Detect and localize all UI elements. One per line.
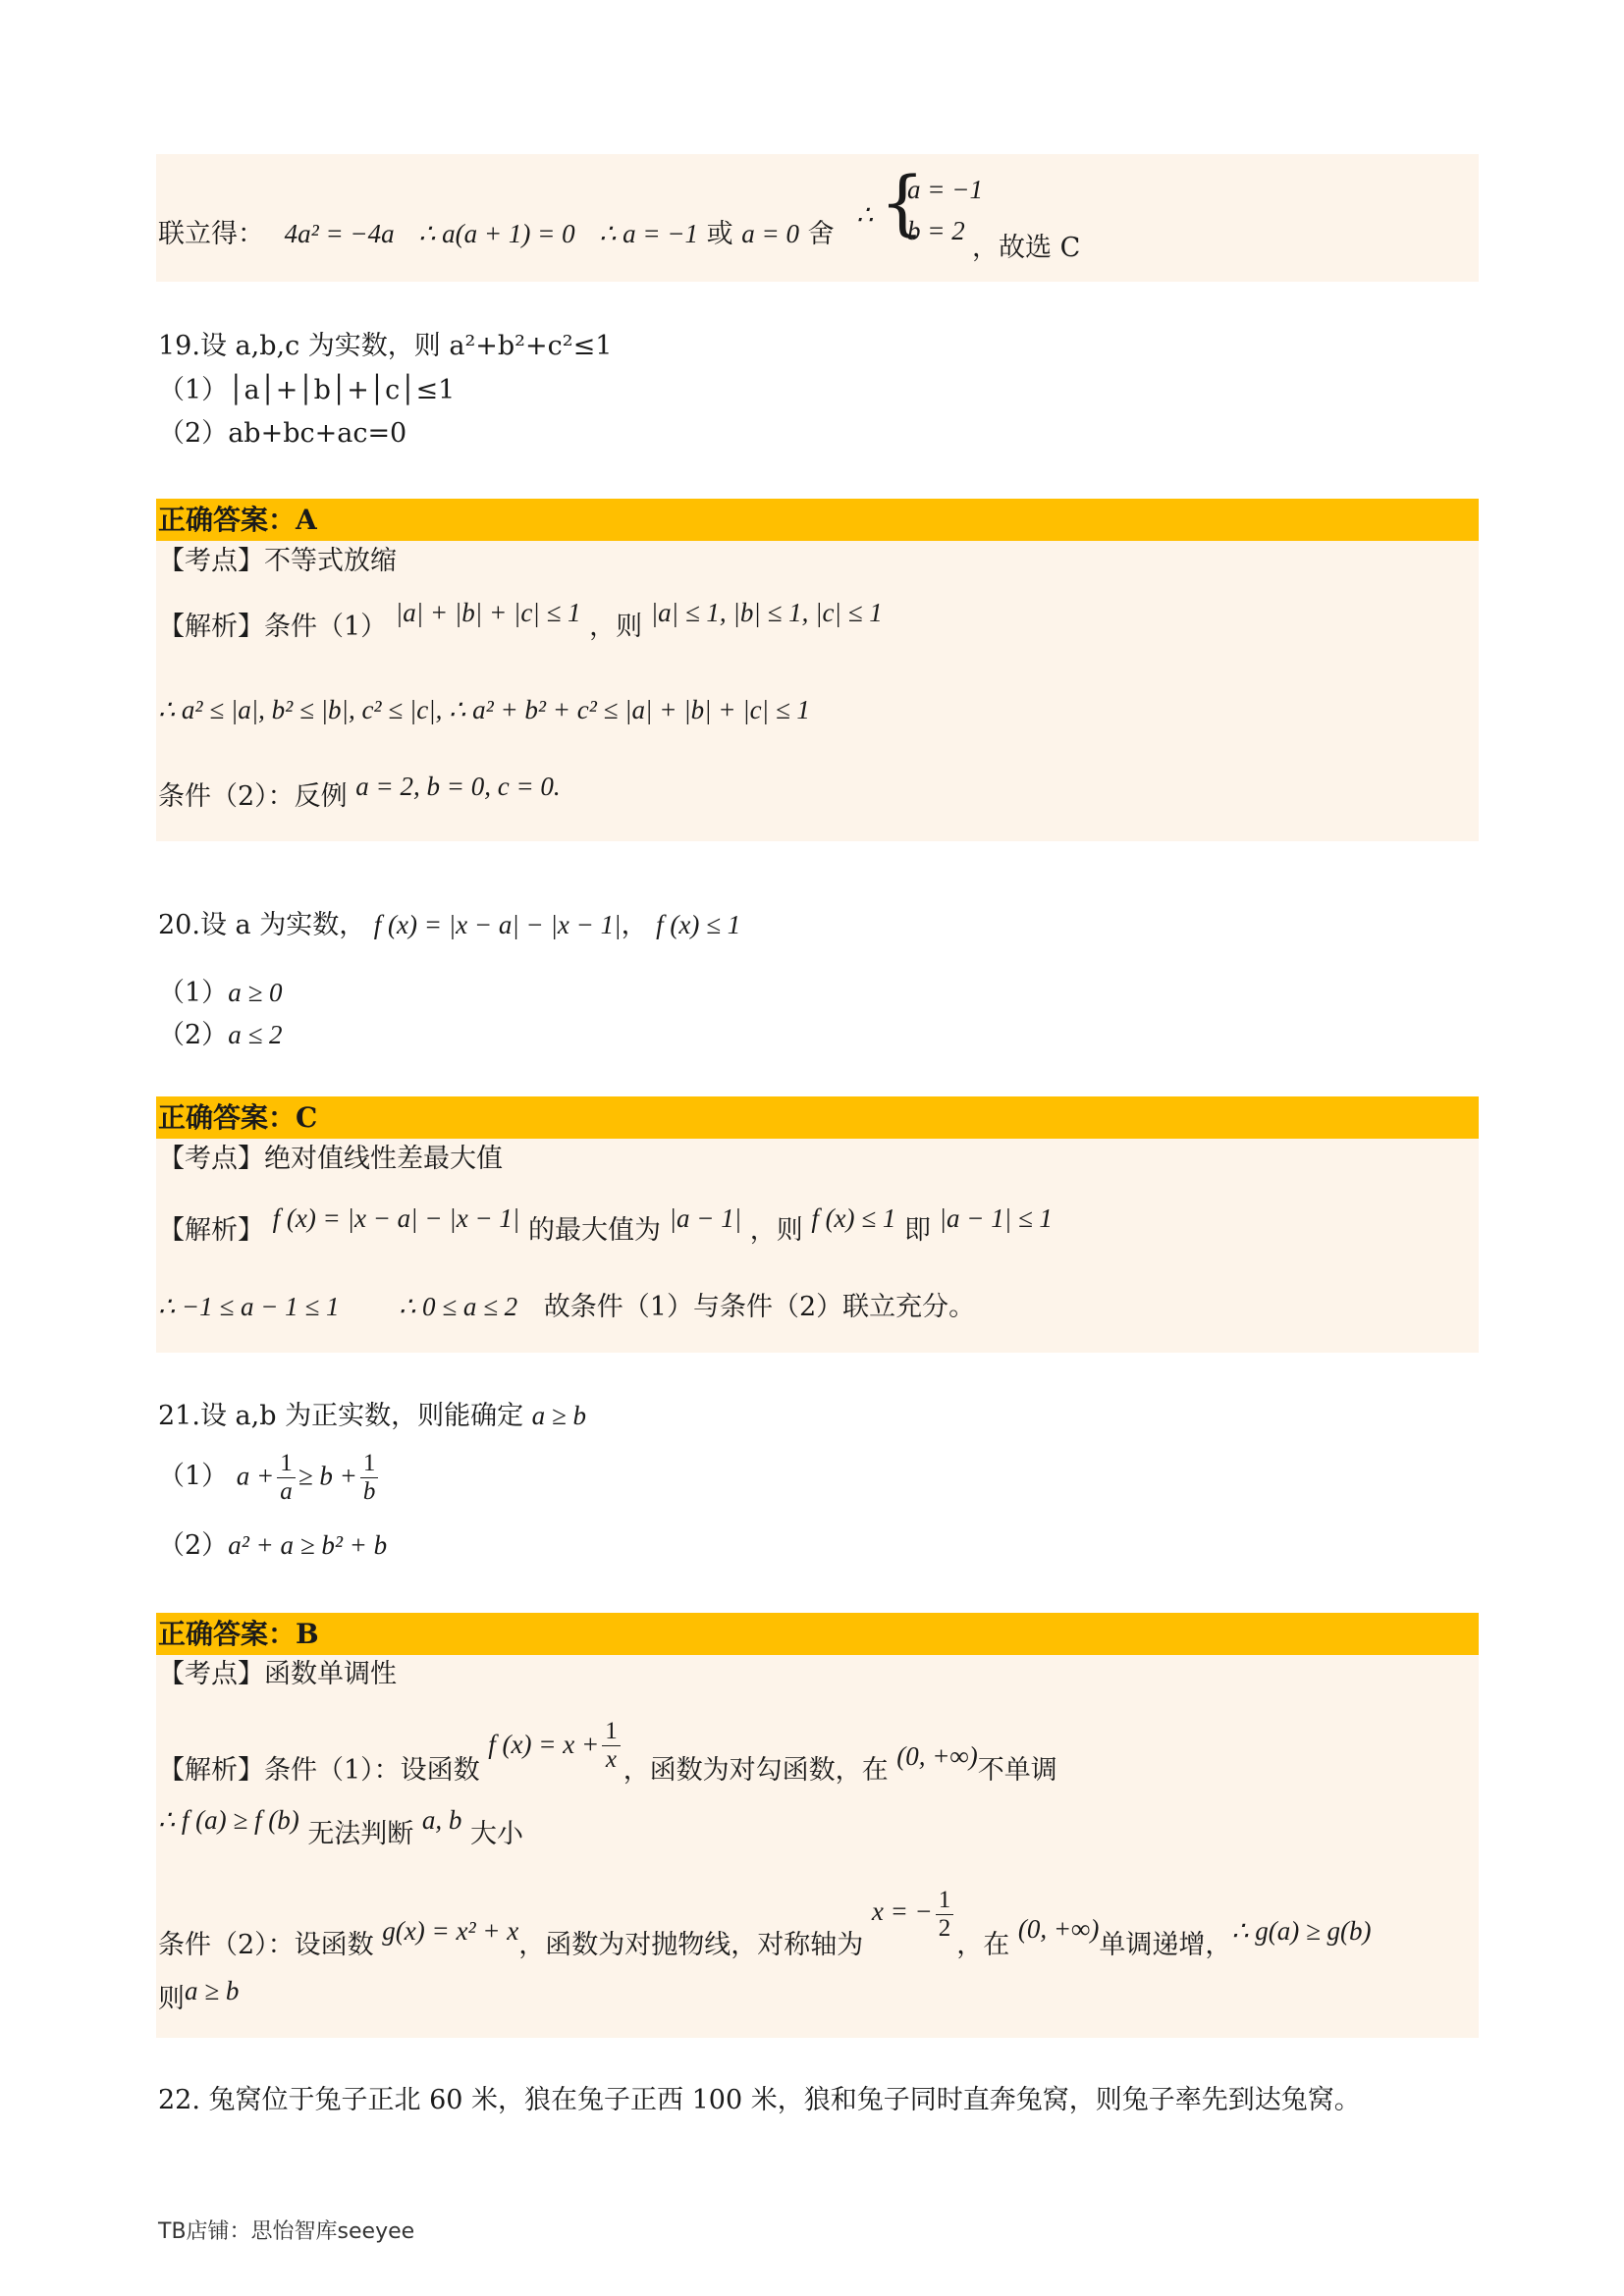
q20-stem-sep: ， bbox=[621, 910, 648, 940]
q20-cond1-text: a ≥ 0 bbox=[228, 978, 283, 1007]
q21-jiexi-line3 bbox=[158, 1873, 1372, 1960]
q19-jiexi-math1: |a| + |b| + |c| ≤ 1 bbox=[395, 598, 581, 627]
q21-jiexi-frac-num: 1 bbox=[602, 1718, 621, 1746]
q21-line2-math2: a, b bbox=[421, 1805, 462, 1835]
q21-line3-frac-num: 1 bbox=[936, 1887, 954, 1915]
q21-line2-math: ∴ f (a) ≥ f (b) bbox=[158, 1805, 299, 1835]
q21-cond1-mid: ≥ b + bbox=[298, 1461, 357, 1491]
q20-cond1-label: （1） bbox=[158, 978, 229, 1008]
q19-answer-bar: 正确答案：A bbox=[156, 499, 1479, 541]
system-line2: b = 2 bbox=[907, 216, 965, 245]
q21-jiexi-mid: ，函数为对勾函数，在 bbox=[623, 1754, 889, 1786]
q21-jiexi-fx: f (x) = x + bbox=[488, 1729, 600, 1759]
q21-line3-interval: (0, +∞) bbox=[1017, 1913, 1100, 1944]
q21-line3-mid: ，函数为对抛物线，对称轴为 bbox=[518, 1929, 864, 1960]
q19-line3-prefix: 条件（2）：反例 bbox=[158, 781, 348, 812]
q21-line3-prefix: 条件（2）：设函数 bbox=[158, 1929, 374, 1960]
q21-line3-axis: x = − bbox=[871, 1896, 933, 1926]
q21-line2-text: 无法判断 bbox=[307, 1819, 414, 1849]
q21-cond1-frac-b bbox=[360, 1450, 379, 1505]
q20-cond2-text: a ≤ 2 bbox=[228, 1020, 283, 1049]
q21-line3-mid3: 单调递增， bbox=[1099, 1929, 1232, 1960]
q21-line3-gx: g(x) = x² + x bbox=[382, 1915, 519, 1946]
q21-stem bbox=[158, 1400, 586, 1432]
q21-cond1-frac-a bbox=[277, 1450, 296, 1505]
q20-cond1 bbox=[158, 977, 283, 1009]
q21-kaodian: 【考点】函数单调性 bbox=[158, 1659, 397, 1689]
q21-line4-prefix: 则 bbox=[158, 1984, 185, 2014]
q22-stem: 22. 兔窝位于兔子正北 60 米，狼在兔子正西 100 米，狼和兔子同时直奔兔窝，则兔子率先到达兔窝。 bbox=[158, 2085, 1361, 2115]
brace-symbol: { bbox=[880, 161, 925, 243]
q21-line3-math-end: ∴ g(a) ≥ g(b) bbox=[1231, 1915, 1372, 1946]
q21-line3-frac bbox=[936, 1887, 954, 1942]
q19-jiexi-line2: ∴ a² ≤ |a|, b² ≤ |b|, c² ≤ |c|, ∴ a² + b² + c² ≤ |a| + |b| + |c| ≤ 1 bbox=[158, 695, 810, 724]
q19-jiexi-line3 bbox=[158, 772, 561, 813]
prev-discard-word: 舍 bbox=[807, 219, 835, 249]
q21-frac-a-den: a bbox=[280, 1477, 293, 1505]
q20-jiexi-line1 bbox=[158, 1203, 1053, 1247]
prev-solution-suffix: ，故选 C bbox=[972, 233, 1081, 263]
q19-cond1-text: │a│+│b│+│c│≤1 bbox=[228, 375, 456, 405]
q21-jiexi-frac-den: x bbox=[605, 1745, 617, 1773]
q20-stem-math2: f (x) ≤ 1 bbox=[656, 910, 741, 939]
q19-jiexi-math2: |a| ≤ 1, |b| ≤ 1, |c| ≤ 1 bbox=[650, 598, 883, 627]
q20-stem-math1: f (x) = |x − a| − |x − 1| bbox=[373, 910, 622, 939]
q21-answer-bar: 正确答案：B bbox=[156, 1613, 1479, 1655]
prev-eq1: 4a² = −4a bbox=[284, 219, 395, 248]
q19-cond2-text: ab+bc+ac=0 bbox=[228, 418, 407, 449]
q21-jiexi-line1 bbox=[158, 1704, 1057, 1786]
q20-jiexi-mid3: 即 bbox=[903, 1215, 931, 1246]
q21-cond2 bbox=[158, 1529, 387, 1562]
q21-frac-b-den: b bbox=[362, 1477, 376, 1505]
q21-frac-b-num: 1 bbox=[360, 1450, 379, 1478]
footer-shop-label: TB店铺：思怡智库seeyee bbox=[158, 2219, 415, 2244]
q19-cond1 bbox=[158, 375, 455, 406]
q21-cond1-a: a + bbox=[236, 1461, 275, 1491]
q21-jiexi-interval: (0, +∞) bbox=[896, 1740, 978, 1771]
q20-jiexi-math2: |a − 1| bbox=[669, 1203, 742, 1233]
prev-eq3: ∴ a = −1 bbox=[599, 219, 699, 248]
prev-solution-line bbox=[158, 218, 835, 250]
q19-stem: 19.设 a,b,c 为实数，则 a²+b²+c²≤1 bbox=[158, 331, 613, 361]
q21-line4-math: a ≥ b bbox=[185, 1976, 240, 2005]
q21-stem-prefix: 21.设 a,b 为正实数，则能确定 bbox=[158, 1401, 524, 1431]
q19-jiexi-prefix: 【解析】条件（1） bbox=[158, 612, 388, 642]
q19-cond2 bbox=[158, 418, 406, 450]
q21-cond2-label: （2） bbox=[158, 1530, 229, 1561]
q20-line2-math1: ∴ −1 ≤ a − 1 ≤ 1 bbox=[158, 1292, 340, 1321]
q20-jiexi-prefix: 【解析】 bbox=[158, 1215, 264, 1246]
q21-jiexi-frac bbox=[602, 1718, 621, 1773]
q21-cond2-text: a² + a ≥ b² + b bbox=[228, 1530, 388, 1560]
q19-jiexi-line1 bbox=[158, 598, 883, 643]
system-line1: a = −1 bbox=[907, 175, 983, 204]
q20-jiexi-line2 bbox=[158, 1291, 975, 1323]
q21-line3-mid2: ，在 bbox=[956, 1929, 1010, 1960]
q20-line2-math2: ∴ 0 ≤ a ≤ 2 bbox=[399, 1292, 518, 1321]
q20-stem-prefix: 20.设 a 为实数， bbox=[158, 910, 366, 940]
therefore-symbol: ∴ bbox=[856, 200, 874, 230]
q20-stem bbox=[158, 909, 740, 941]
q21-line3-frac-den: 2 bbox=[938, 1914, 951, 1942]
q20-jiexi-math1: f (x) = |x − a| − |x − 1| bbox=[272, 1203, 520, 1233]
q20-jiexi-mid1: 的最大值为 bbox=[527, 1215, 661, 1246]
q21-jiexi-line4 bbox=[158, 1975, 240, 2014]
q19-line3-math: a = 2, b = 0, c = 0. bbox=[355, 772, 561, 801]
q21-jiexi-suffix: 不单调 bbox=[977, 1754, 1057, 1786]
q20-jiexi-math3: f (x) ≤ 1 bbox=[811, 1203, 896, 1233]
prev-eq4: a = 0 bbox=[741, 219, 799, 248]
q21-cond1-label: （1） bbox=[158, 1461, 229, 1492]
q20-answer-bar: 正确答案：C bbox=[156, 1096, 1479, 1139]
q20-cond2-label: （2） bbox=[158, 1020, 229, 1050]
q21-stem-math: a ≥ b bbox=[531, 1401, 586, 1430]
q21-frac-a-num: 1 bbox=[277, 1450, 296, 1478]
q20-kaodian: 【考点】绝对值线性差最大值 bbox=[158, 1144, 503, 1174]
q19-cond1-label: （1） bbox=[158, 375, 229, 405]
prev-eq2: ∴ a(a + 1) = 0 bbox=[418, 219, 575, 248]
q19-kaodian: 【考点】不等式放缩 bbox=[158, 546, 397, 576]
q21-jiexi-line2 bbox=[158, 1804, 523, 1849]
q20-cond2 bbox=[158, 1019, 283, 1051]
q21-cond1 bbox=[158, 1450, 381, 1505]
q20-jiexi-mid2: ，则 bbox=[749, 1215, 803, 1246]
q20-line2-text: 故条件（1）与条件（2）联立充分。 bbox=[543, 1292, 976, 1322]
q21-line2-suffix: 大小 bbox=[470, 1819, 523, 1849]
q21-jiexi-prefix: 【解析】条件（1）：设函数 bbox=[158, 1754, 480, 1786]
q19-cond2-label: （2） bbox=[158, 418, 229, 449]
q19-jiexi-mid: ，则 bbox=[589, 612, 643, 642]
prev-solution-prefix: 联立得： bbox=[158, 219, 264, 249]
prev-or-word: 或 bbox=[706, 219, 733, 249]
q20-jiexi-math4: |a − 1| ≤ 1 bbox=[939, 1203, 1053, 1233]
